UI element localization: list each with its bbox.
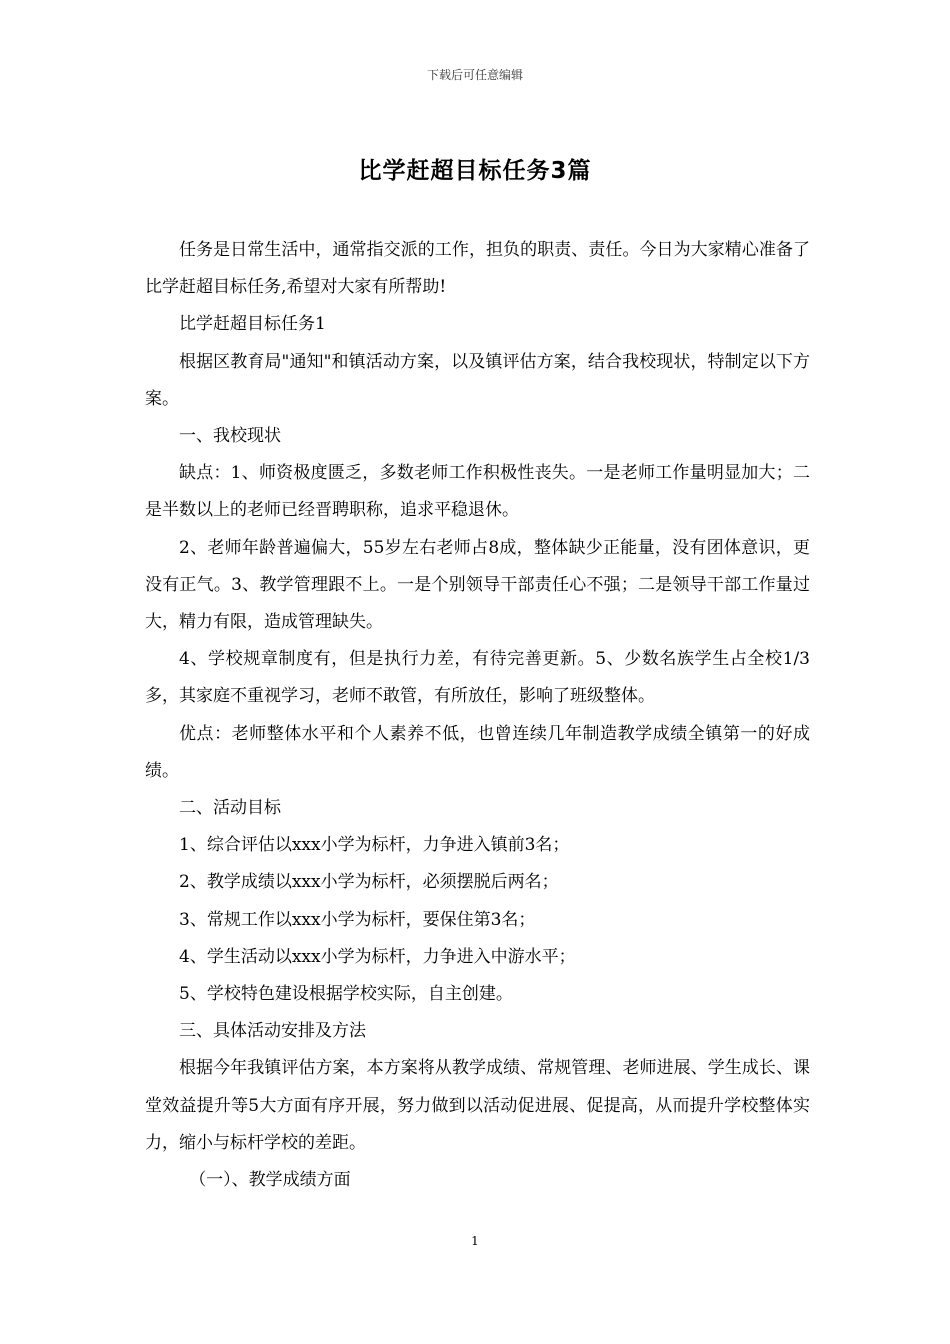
section-heading: 三、具体活动安排及方法 [179,1021,366,1042]
paragraph: 根据区教育局"通知"和镇活动方案，以及镇评估方案，结合我校现状，特制定以下方案。 [145,351,810,409]
paragraph: 优点：老师整体水平和个人素养不低，也曾连续几年制造教学成绩全镇第一的好成绩。 [145,723,810,781]
section-heading: 一、我校现状 [179,426,281,447]
paragraph: 缺点：1、师资极度匮乏，多数老师工作积极性丧失。一是老师工作量明显加大；二是半数以上的老师已经晋聘职称，追求平稳退休。 [145,463,810,521]
paragraph: 2、老师年龄普遍偏大，55岁左右老师占8成，整体缺少正能量，没有团体意识，更没有正气。3、教学管理跟不上。一是个别领导干部责任心不强；二是领导干部工作量过大，精力有限，造成管理缺失。 [145,537,810,633]
list-item: 1、综合评估以xxx小学为标杆，力争进入镇前3名； [179,835,570,856]
page-header-note: 下载后可任意编辑 [426,68,523,82]
paragraph: 4、学校规章制度有，但是执行力差，有待完善更新。5、少数名族学生占全校1/3多，其家庭不重视学习，老师不敢管，有所放任，影响了班级整体。 [145,649,810,707]
list-item: 5、学校特色建设根据学校实际，自主创建。 [179,984,513,1005]
section-heading: 二、活动目标 [179,798,281,819]
subsection-heading: （一）、教学成绩方面 [189,1170,351,1191]
list-item: 3、常规工作以xxx小学为标杆，要保住第3名； [179,909,536,930]
paragraph: 任务是日常生活中，通常指交派的工作，担负的职责、责任。今日为大家精心准备了比学赶超目标任务,希望对大家有所帮助! [145,240,810,298]
paragraph: 比学赶超目标任务1 [179,314,326,335]
list-item: 2、教学成绩以xxx小学为标杆，必须摆脱后两名； [179,872,559,893]
paragraph: 根据今年我镇评估方案，本方案将从教学成绩、常规管理、老师进展、学生成长、课堂效益提升等5大方面有序开展，努力做到以活动促进展、促提高，从而提升学校整体实力，缩小与标杆学校的差距。 [145,1058,810,1153]
document-body [145,232,810,1199]
document-title: 比学赶超目标任务3篇 [358,158,592,184]
page-number: 1 [471,1234,479,1248]
list-item: 4、学生活动以xxx小学为标杆，力争进入中游水平； [179,946,576,967]
